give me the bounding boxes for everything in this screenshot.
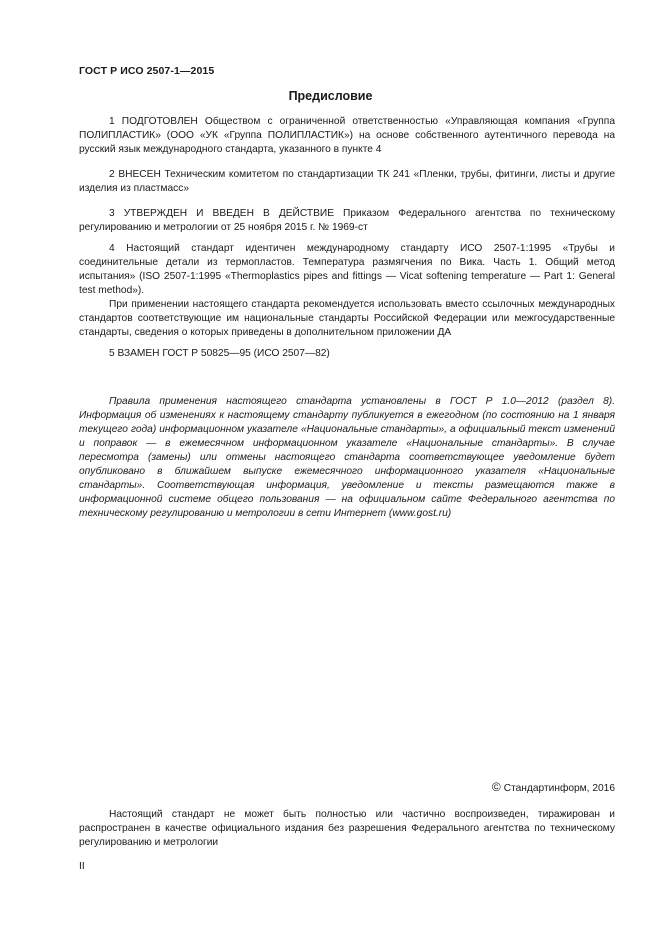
item-4-note: При применении настоящего стандарта рекомендуется использовать вместо ссылочных международных стандартов соответствующие им национальные стандарты Российской Федерации или межгосударственные стандарты, сведения о которых приведены в дополнительном приложении ДА [79, 299, 615, 338]
copyright [492, 780, 615, 794]
reproduction-notice: Настоящий стандарт не может быть полностью или частично воспроизведен, тиражирован и распространен в качестве официального издания без разрешения Федерального агентства по техническому регулированию и метрологии [79, 809, 615, 848]
item-1-text: 1 ПОДГОТОВЛЕН Обществом с ограниченной ответственностью «Управляющая компания «Группа ПОЛИПЛАСТИК» (ООО «УК «Группа ПОЛИПЛАСТИК») на основе собственного аутентичного перевода на русский язык международного стандарта, указанного в пункте 4 [79, 116, 615, 155]
document-code: ГОСТ Р ИСО 2507-1—2015 [79, 65, 215, 77]
page-number: II [79, 861, 85, 872]
item-3 [79, 207, 615, 235]
item-4 [79, 242, 615, 340]
copyright-icon: © [491, 780, 501, 794]
item-2 [79, 168, 615, 196]
item-4-text: 4 Настоящий стандарт идентичен международному стандарту ИСО 2507-1:1995 «Трубы и соединительные детали из термопластов. Температура размягчения по Вика. Часть 1. Общий метод испытания» (ISO 2507-1:1995 «Thermoplastics pipes and fittings — Vicat softening temperature — Part 1: General test method»). [79, 243, 615, 296]
item-2-text: 2 ВНЕСЕН Техническим комитетом по стандартизации ТК 241 «Пленки, трубы, фитинги, листы и другие изделия из пластмасс» [79, 169, 615, 194]
item-5-text: 5 ВЗАМЕН ГОСТ Р 50825—95 (ИСО 2507—82) [109, 348, 330, 359]
usage-notice: Правила применения настоящего стандарта установлены в ГОСТ Р 1.0—2012 (раздел 8). Информация об изменениях к настоящему стандарту публикуется в ежегодном (по состоянию на 1 января текущего года) информационном указателе «Национальные стандарты», а официальный текст изменений и поправок — в ежемесячном информационном указателе «Национальные стандарты». В случае пересмотра (замены) или отмены настоящего стандарта соответствующее уведомление будет опубликовано в ближайшем выпуске ежемесячного информационного указателя «Национальные стандарты». Соответствующая информация, уведомление и тексты размещаются также в информационной системе общего пользования — на официальном сайте Федерального агентства по техническому регулированию и метрологии в сети Интернет (www.gost.ru) [79, 396, 615, 519]
item-1 [79, 115, 615, 157]
copyright-text: Стандартинформ, 2016 [503, 783, 615, 794]
page-title: Предисловие [288, 89, 373, 103]
item-5 [79, 347, 615, 361]
item-3-text: 3 УТВЕРЖДЕН И ВВЕДЕН В ДЕЙСТВИЕ Приказом Федерального агентства по техническому регулированию и метрологии от 25 ноября 2015 г. № 1969-ст [79, 208, 615, 233]
